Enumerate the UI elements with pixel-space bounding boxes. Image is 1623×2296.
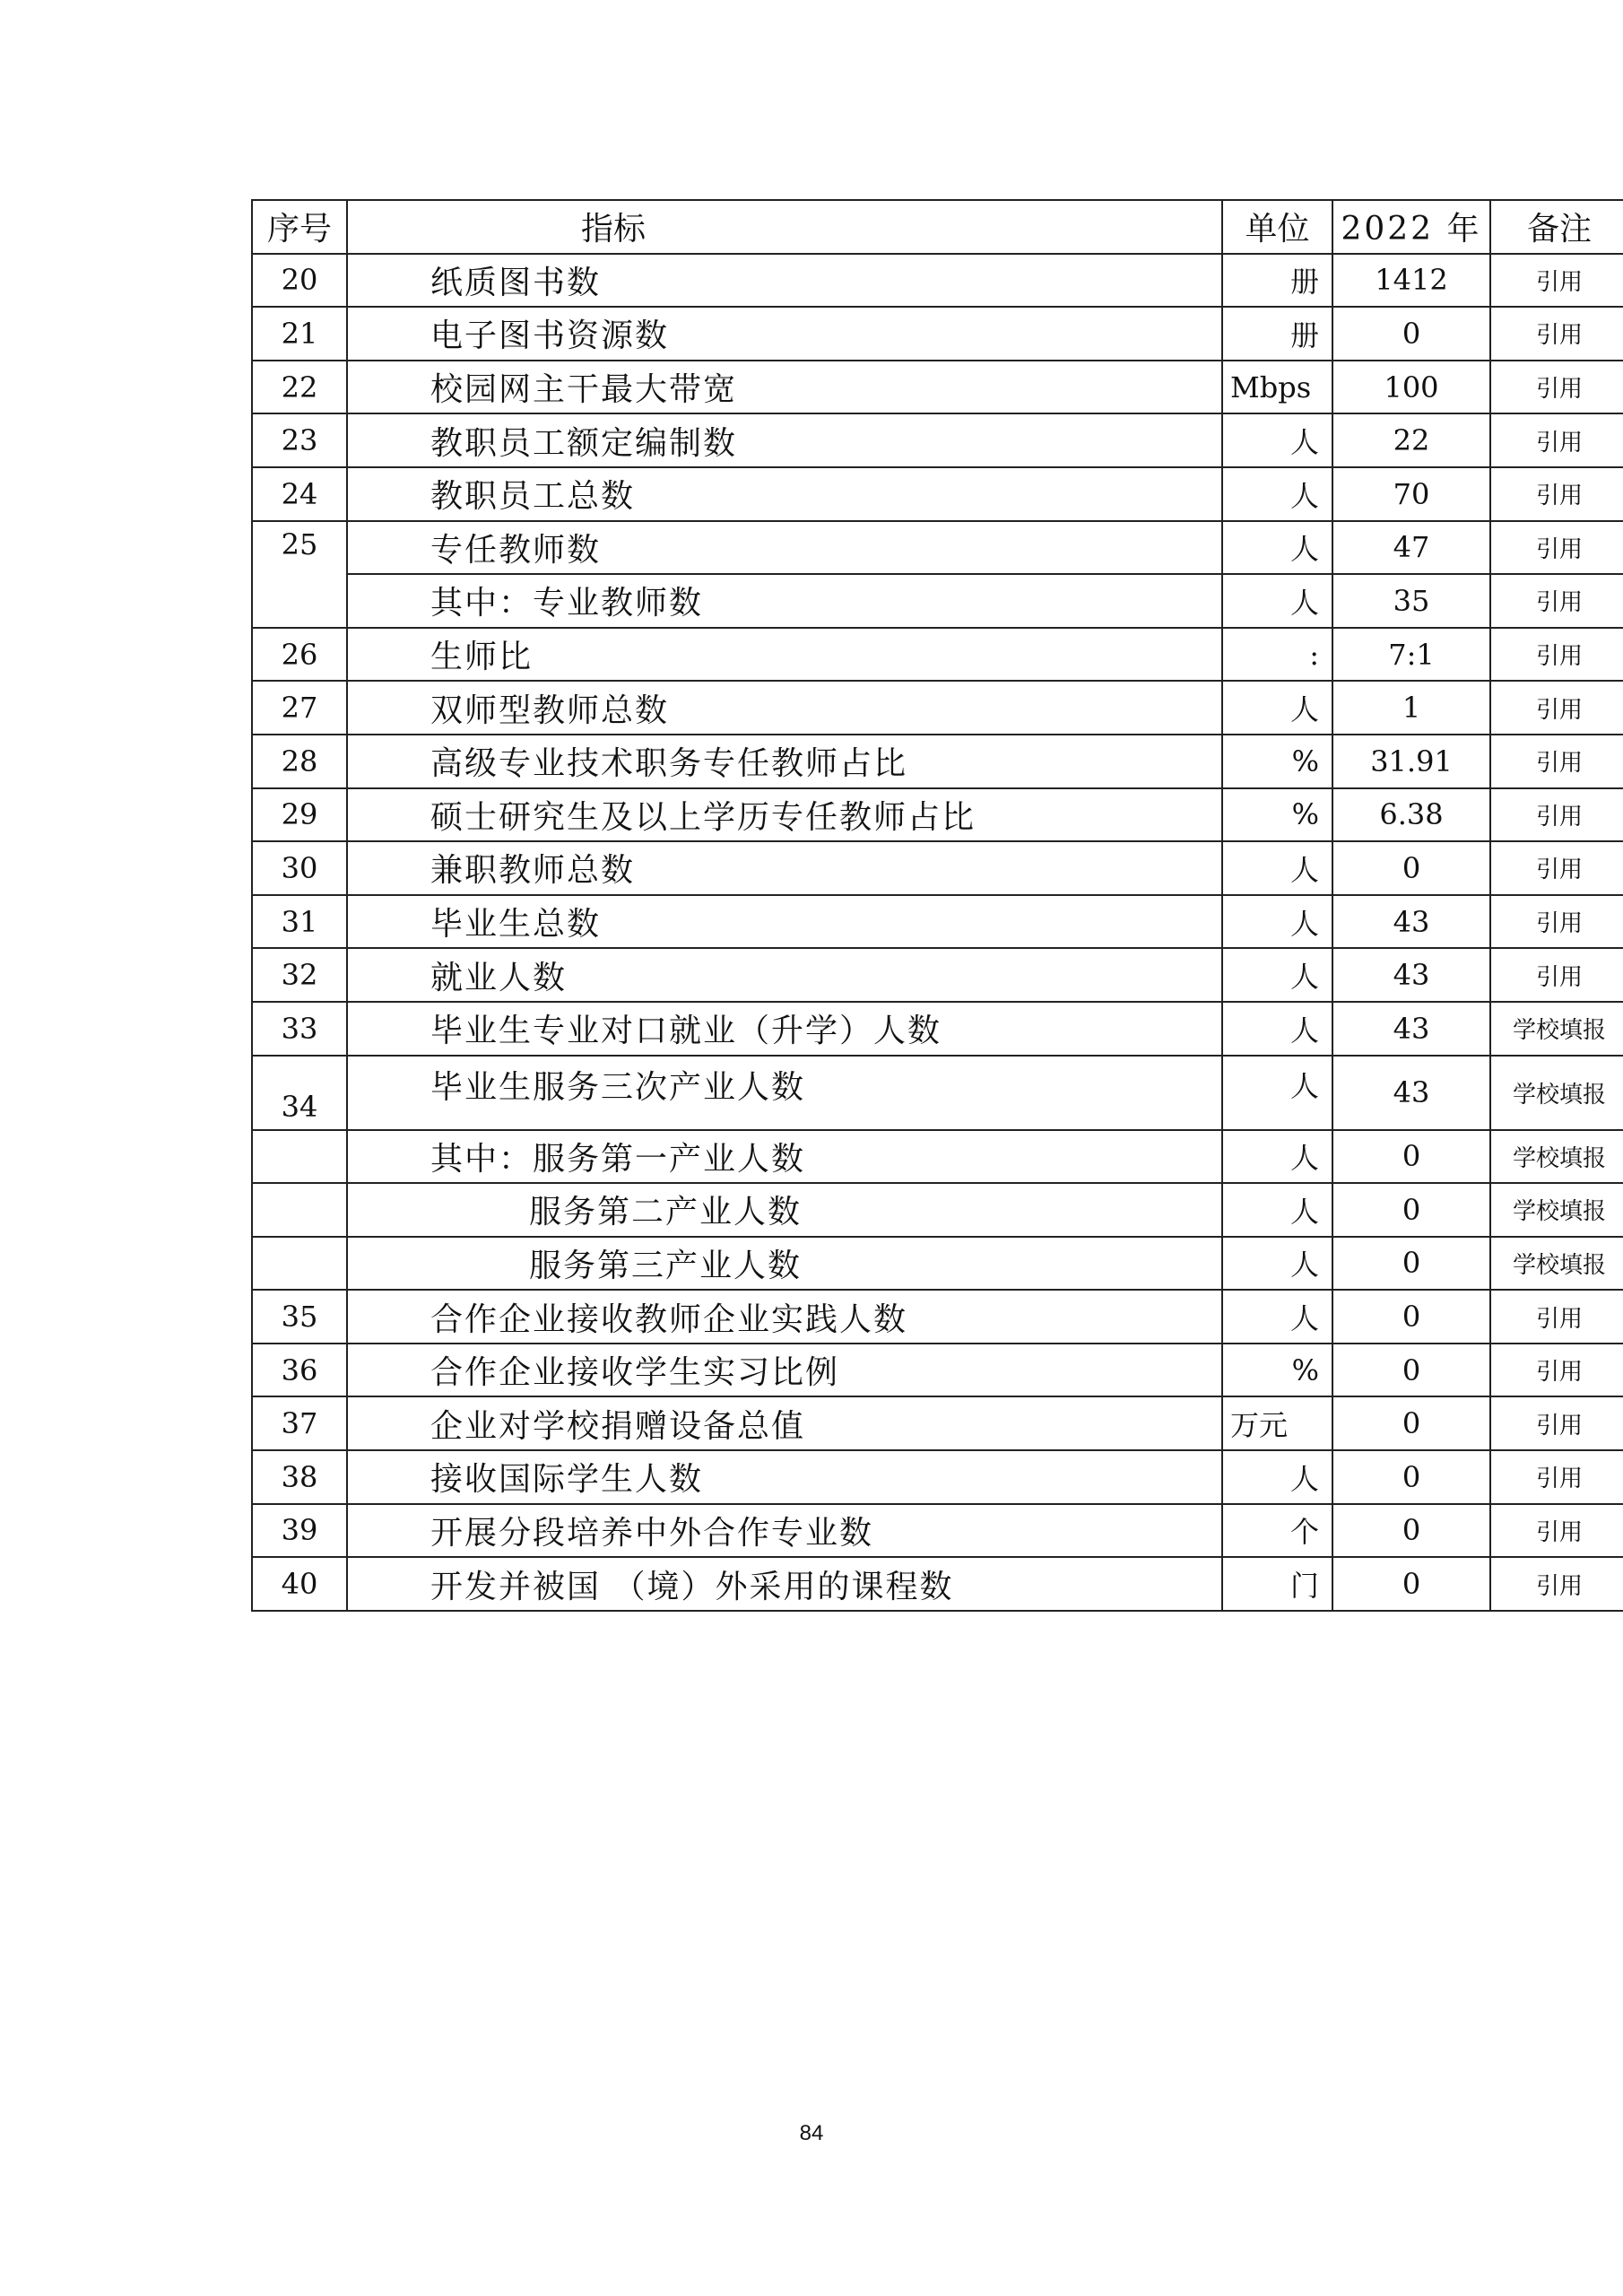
table-row — [252, 307, 1623, 361]
row-indicator: 教职员工总数 — [347, 467, 1222, 521]
row-seq: 27 — [252, 681, 347, 735]
row-seq: 26 — [252, 628, 347, 682]
table-row — [252, 574, 1623, 628]
table-row — [252, 1344, 1623, 1397]
row-unit: 人 — [1222, 895, 1332, 949]
row-unit: 门 — [1222, 1557, 1332, 1611]
table-row — [252, 948, 1623, 1002]
row-seq: 30 — [252, 841, 347, 895]
row-value: 31.91 — [1332, 735, 1490, 788]
table-row — [252, 1002, 1623, 1056]
table-row — [252, 467, 1623, 521]
table-row — [252, 895, 1623, 949]
row-indicator: 生师比 — [347, 628, 1222, 682]
row-note: 引用 — [1490, 521, 1623, 575]
row-indicator: 高级专业技术职务专任教师占比 — [347, 735, 1222, 788]
row-note: 引用 — [1490, 841, 1623, 895]
row-unit: % — [1222, 788, 1332, 842]
row-seq: 28 — [252, 735, 347, 788]
row-seq: 21 — [252, 307, 347, 361]
header-unit: 单位 — [1222, 200, 1332, 254]
row-indicator: 毕业生服务三次产业人数 — [347, 1056, 1222, 1130]
row-unit: 个 — [1222, 1504, 1332, 1558]
row-seq: 25 — [252, 521, 347, 628]
table-row — [252, 1130, 1623, 1184]
row-note: 引用 — [1490, 735, 1623, 788]
row-seq — [252, 1183, 347, 1237]
table-row — [252, 735, 1623, 788]
row-indicator: 开展分段培养中外合作专业数 — [347, 1504, 1222, 1558]
row-indicator: 纸质图书数 — [347, 254, 1222, 308]
row-value: 100 — [1332, 361, 1490, 414]
table-row — [252, 1290, 1623, 1344]
row-unit: Mbps — [1222, 361, 1332, 414]
row-value: 0 — [1332, 1130, 1490, 1184]
row-note: 学校填报 — [1490, 1130, 1623, 1184]
row-unit: 人 — [1222, 1002, 1332, 1056]
row-note: 学校填报 — [1490, 1056, 1623, 1130]
row-value: 43 — [1332, 1002, 1490, 1056]
row-unit: 人 — [1222, 1183, 1332, 1237]
row-seq: 34 — [252, 1056, 347, 1130]
row-note: 引用 — [1490, 254, 1623, 308]
row-value: 0 — [1332, 1183, 1490, 1237]
table-row — [252, 254, 1623, 308]
table-header-row — [252, 200, 1623, 254]
row-value: 6.38 — [1332, 788, 1490, 842]
row-unit: 人 — [1222, 1237, 1332, 1291]
row-value: 22 — [1332, 413, 1490, 467]
page-number: 84 — [799, 2121, 824, 2145]
row-indicator: 服务第二产业人数 — [347, 1183, 1222, 1237]
row-indicator: 电子图书资源数 — [347, 307, 1222, 361]
row-seq: 22 — [252, 361, 347, 414]
row-seq — [252, 1130, 347, 1184]
row-note: 学校填报 — [1490, 1002, 1623, 1056]
row-unit: % — [1222, 1344, 1332, 1397]
row-unit: 人 — [1222, 413, 1332, 467]
table-row — [252, 1450, 1623, 1504]
row-seq: 33 — [252, 1002, 347, 1056]
row-seq: 24 — [252, 467, 347, 521]
table-row — [252, 1504, 1623, 1558]
row-indicator: 双师型教师总数 — [347, 681, 1222, 735]
row-value: 35 — [1332, 574, 1490, 628]
row-unit: 人 — [1222, 1450, 1332, 1504]
row-note: 引用 — [1490, 948, 1623, 1002]
row-note: 引用 — [1490, 467, 1623, 521]
header-seq: 序号 — [252, 200, 347, 254]
row-indicator: 毕业生专业对口就业（升学）人数 — [347, 1002, 1222, 1056]
table-row — [252, 788, 1623, 842]
row-unit: 册 — [1222, 307, 1332, 361]
row-indicator: 毕业生总数 — [347, 895, 1222, 949]
row-seq: 36 — [252, 1344, 347, 1397]
row-note: 引用 — [1490, 413, 1623, 467]
row-seq: 37 — [252, 1396, 347, 1450]
row-value: 43 — [1332, 1056, 1490, 1130]
table-row — [252, 628, 1623, 682]
row-note: 学校填报 — [1490, 1237, 1623, 1291]
row-value: 1412 — [1332, 254, 1490, 308]
row-seq: 29 — [252, 788, 347, 842]
row-unit: : — [1222, 628, 1332, 682]
indicator-table — [251, 199, 1623, 1612]
row-value: 0 — [1332, 307, 1490, 361]
row-value: 47 — [1332, 521, 1490, 575]
row-indicator: 兼职教师总数 — [347, 841, 1222, 895]
row-indicator: 合作企业接收学生实习比例 — [347, 1344, 1222, 1397]
row-seq: 31 — [252, 895, 347, 949]
row-seq: 20 — [252, 254, 347, 308]
row-value: 1 — [1332, 681, 1490, 735]
row-note: 引用 — [1490, 1396, 1623, 1450]
row-unit: 人 — [1222, 521, 1332, 575]
row-value: 0 — [1332, 1290, 1490, 1344]
table-row — [252, 1183, 1623, 1237]
table-row — [252, 1056, 1623, 1130]
table-row — [252, 1557, 1623, 1611]
row-indicator: 校园网主干最大带宽 — [347, 361, 1222, 414]
table-row — [252, 1237, 1623, 1291]
row-unit: 人 — [1222, 1056, 1332, 1130]
row-indicator: 接收国际学生人数 — [347, 1450, 1222, 1504]
table-row — [252, 361, 1623, 414]
row-note: 引用 — [1490, 1504, 1623, 1558]
table-row — [252, 1396, 1623, 1450]
row-seq: 39 — [252, 1504, 347, 1558]
row-unit: 人 — [1222, 948, 1332, 1002]
row-unit: 册 — [1222, 254, 1332, 308]
row-indicator: 专任教师数 — [347, 521, 1222, 575]
header-indicator: 指标 — [347, 200, 1222, 254]
row-note: 引用 — [1490, 361, 1623, 414]
row-unit: 人 — [1222, 1290, 1332, 1344]
row-unit: 人 — [1222, 681, 1332, 735]
row-value: 70 — [1332, 467, 1490, 521]
row-indicator: 其中：专业教师数 — [347, 574, 1222, 628]
table-row — [252, 841, 1623, 895]
header-year: 2022 年 — [1332, 200, 1490, 254]
row-value: 0 — [1332, 841, 1490, 895]
row-value: 0 — [1332, 1237, 1490, 1291]
row-value: 7:1 — [1332, 628, 1490, 682]
row-unit: 人 — [1222, 841, 1332, 895]
row-seq: 40 — [252, 1557, 347, 1611]
row-note: 引用 — [1490, 1450, 1623, 1504]
row-indicator: 企业对学校捐赠设备总值 — [347, 1396, 1222, 1450]
row-value: 0 — [1332, 1557, 1490, 1611]
row-indicator: 其中：服务第一产业人数 — [347, 1130, 1222, 1184]
row-indicator: 就业人数 — [347, 948, 1222, 1002]
row-seq: 32 — [252, 948, 347, 1002]
row-note: 引用 — [1490, 1344, 1623, 1397]
row-indicator: 合作企业接收教师企业实践人数 — [347, 1290, 1222, 1344]
row-seq: 23 — [252, 413, 347, 467]
row-note: 引用 — [1490, 1290, 1623, 1344]
row-note: 引用 — [1490, 307, 1623, 361]
table-row — [252, 521, 1623, 575]
table-row — [252, 681, 1623, 735]
row-indicator: 开发并被国 （境）外采用的课程数 — [347, 1557, 1222, 1611]
row-indicator: 硕士研究生及以上学历专任教师占比 — [347, 788, 1222, 842]
table-row — [252, 413, 1623, 467]
row-indicator: 教职员工额定编制数 — [347, 413, 1222, 467]
header-note: 备注 — [1490, 200, 1623, 254]
row-value: 0 — [1332, 1396, 1490, 1450]
row-note: 引用 — [1490, 681, 1623, 735]
row-value: 0 — [1332, 1504, 1490, 1558]
row-indicator: 服务第三产业人数 — [347, 1237, 1222, 1291]
row-value: 0 — [1332, 1344, 1490, 1397]
row-note: 引用 — [1490, 1557, 1623, 1611]
row-seq: 38 — [252, 1450, 347, 1504]
row-value: 43 — [1332, 895, 1490, 949]
row-unit: 人 — [1222, 574, 1332, 628]
row-note: 引用 — [1490, 574, 1623, 628]
row-note: 学校填报 — [1490, 1183, 1623, 1237]
row-note: 引用 — [1490, 628, 1623, 682]
row-value: 0 — [1332, 1450, 1490, 1504]
row-unit: 人 — [1222, 467, 1332, 521]
row-value: 43 — [1332, 948, 1490, 1002]
row-unit: 万元 — [1222, 1396, 1332, 1450]
row-note: 引用 — [1490, 788, 1623, 842]
row-seq — [252, 1237, 347, 1291]
row-unit: % — [1222, 735, 1332, 788]
row-seq: 35 — [252, 1290, 347, 1344]
row-note: 引用 — [1490, 895, 1623, 949]
row-unit: 人 — [1222, 1130, 1332, 1184]
